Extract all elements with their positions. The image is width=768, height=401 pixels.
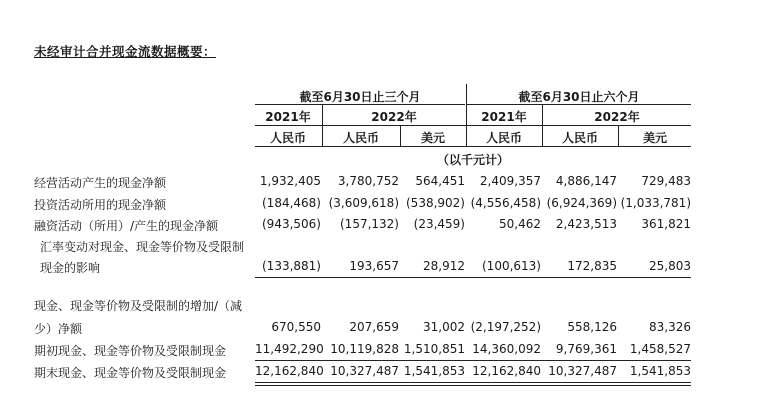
header-divider-period: [466, 84, 467, 146]
cell: (133,881): [262, 259, 321, 273]
header-rule-three: [255, 104, 465, 105]
cell: 31,002: [423, 320, 465, 334]
header-currency-2: 人民币: [342, 131, 379, 145]
header-divider-year-h: [542, 105, 543, 146]
header-currency-1: 人民币: [269, 131, 306, 145]
cell: 207,659: [349, 320, 399, 334]
cell: 28,912: [423, 259, 465, 273]
cell: 1,458,527: [629, 342, 691, 356]
header-period-three-months: 截至6月30日止三个月: [299, 90, 421, 104]
cell: (100,613): [482, 259, 541, 273]
cell: (2,197,252): [470, 320, 541, 334]
header-currency-5: 人民币: [561, 131, 598, 145]
total-rule-double-2: [255, 385, 691, 386]
header-year-2021-h: 2021年: [481, 110, 527, 124]
header-period-six-months: 截至6月30日止六个月: [518, 90, 640, 104]
cell: 4,886,147: [555, 174, 617, 188]
header-year-2022-q: 2022年: [371, 110, 417, 124]
total-rule-top: [255, 360, 691, 361]
header-year-2021-q: 2021年: [265, 110, 311, 124]
cell: (157,132): [340, 217, 399, 231]
row-label-net-change-line1: 现金、现金等价物及受限制的增加/（减: [34, 299, 243, 313]
cell: 1,541,853: [403, 364, 465, 378]
header-rule-currency: [255, 146, 691, 147]
row-label-ending-cash: 期末现金、现金等价物及受限制现金: [34, 366, 227, 380]
cell: 172,835: [567, 259, 617, 273]
cell: 193,657: [349, 259, 399, 273]
cell: 564,451: [415, 174, 465, 188]
cell: 9,769,361: [555, 342, 617, 356]
cell: 670,550: [271, 320, 321, 334]
header-currency-3: 美元: [420, 131, 445, 145]
row-label-net-change-line2: 少）净额: [34, 322, 83, 336]
cell: 558,126: [567, 320, 617, 334]
cell: (943,506): [262, 217, 321, 231]
row-label-operating: 经营活动产生的现金净额: [34, 176, 167, 190]
cell: (538,902): [406, 196, 465, 210]
header-divider-cur-q: [400, 126, 401, 146]
cell: 3,780,752: [337, 174, 399, 188]
header-rule-six: [467, 104, 691, 105]
cell: 10,327,487: [548, 364, 617, 378]
cell: 1,932,405: [259, 174, 321, 188]
subtotal-rule: [255, 277, 691, 278]
cell: 12,162,840: [255, 364, 324, 378]
cell: 25,803: [649, 259, 691, 273]
cell: 10,119,828: [330, 342, 399, 356]
row-label-fx-line2: 现金的影响: [40, 261, 101, 275]
header-year-2022-h: 2022年: [594, 110, 640, 124]
header-rule-years: [255, 125, 691, 126]
cell: 10,327,487: [330, 364, 399, 378]
cell: 83,326: [649, 320, 691, 334]
total-rule-double-1: [255, 382, 691, 383]
cell: (23,459): [413, 217, 465, 231]
row-label-beginning-cash: 期初现金、现金等价物及受限制现金: [34, 344, 227, 358]
cell: 11,492,290: [255, 342, 324, 356]
header-currency-6: 美元: [642, 131, 667, 145]
cell: 2,409,357: [479, 174, 541, 188]
unit-note: （以千元计）: [436, 153, 509, 167]
cell: (6,924,369): [546, 196, 617, 210]
row-label-financing: 融资活动（所用）/产生的现金净额: [34, 219, 219, 233]
cell: 2,423,513: [555, 217, 617, 231]
cell: 12,162,840: [472, 364, 541, 378]
row-label-investing: 投资活动所用的现金净额: [34, 198, 167, 212]
header-divider-year-q: [322, 105, 323, 146]
document-title: 未经审计合并现金流数据概要：: [34, 44, 217, 59]
cell: 1,541,853: [629, 364, 691, 378]
header-divider-cur-h: [618, 126, 619, 146]
cell: (4,556,458): [470, 196, 541, 210]
header-currency-4: 人民币: [485, 131, 522, 145]
cell: 361,821: [641, 217, 691, 231]
cell: 729,483: [641, 174, 691, 188]
cell: (3,609,618): [328, 196, 399, 210]
cell: 14,360,092: [472, 342, 541, 356]
cell: (1,033,781): [620, 196, 691, 210]
cell: (184,468): [262, 196, 321, 210]
row-label-fx-line1: 汇率变动对现金、现金等价物及受限制: [40, 240, 245, 254]
cell: 1,510,851: [403, 342, 465, 356]
cell: 50,462: [499, 217, 541, 231]
